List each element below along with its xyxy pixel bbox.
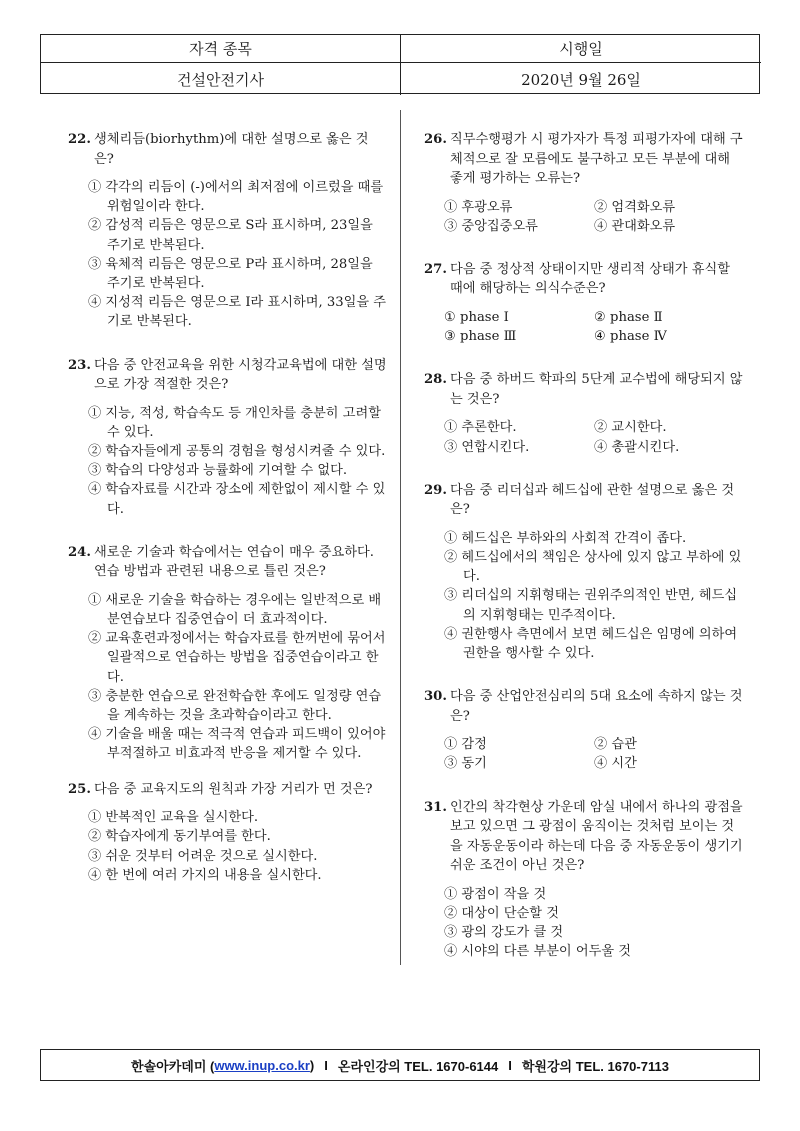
option-4[interactable]: ④ phase Ⅳ (594, 329, 667, 345)
question-number: 31. (424, 799, 447, 815)
question-stem (68, 780, 388, 800)
options (424, 308, 744, 346)
question-22 (68, 130, 388, 332)
question-stem (424, 370, 744, 409)
question-number: 28. (424, 372, 447, 388)
option-1[interactable]: ① 감정 (444, 737, 487, 753)
option-2[interactable]: ② 대상이 단순할 것 (444, 905, 559, 921)
option-3[interactable]: ③ 쉬운 것부터 어려운 것으로 실시한다. (88, 848, 318, 864)
left-column (68, 130, 388, 885)
option-2[interactable]: ② 헤드십에서의 책임은 상사에 있지 않고 부하에 있다. (444, 549, 742, 585)
options (424, 885, 744, 962)
option-1[interactable]: ① 각각의 리듬이 (-)에서의 최저점에 이르렀을 때를 위험일이라 한다. (88, 180, 384, 215)
option-1[interactable]: ① 후광오류 (444, 199, 513, 215)
header-qualification-value: 건설안전기사 (41, 63, 401, 95)
question-number: 23. (68, 357, 91, 373)
question-text: 다음 중 산업안전심리의 5대 요소에 속하지 않는 것은? (450, 689, 743, 724)
option-3[interactable]: ③ phase Ⅲ (444, 329, 517, 345)
footer-academy: 한솔아카데미 ( (131, 1058, 215, 1074)
option-4[interactable]: ④ 학습자료를 시간과 장소에 제한없이 제시할 수 있다. (88, 482, 386, 517)
question-stem (424, 130, 744, 189)
option-2[interactable]: ② 학습자에게 동기부여를 한다. (88, 829, 271, 845)
question-text: 다음 중 안전교육을 위한 시청각교육법에 대한 설명으로 가장 적절한 것은? (94, 357, 387, 393)
options (424, 735, 744, 773)
options (68, 404, 388, 519)
question-24 (68, 543, 388, 764)
question-number: 24. (68, 544, 91, 560)
question-stem (68, 356, 388, 395)
options (424, 418, 744, 456)
footer-separator: I (324, 1057, 328, 1073)
option-1[interactable]: ① 헤드십은 부하와의 사회적 간격이 좁다. (444, 530, 687, 546)
header-date-label: 시행일 (401, 35, 761, 63)
question-stem (424, 260, 744, 299)
option-2[interactable]: ② 습관 (594, 737, 637, 753)
options (68, 591, 388, 764)
option-1[interactable]: ① phase Ⅰ (444, 309, 509, 325)
question-30 (424, 687, 744, 773)
option-2[interactable]: ② 엄격화오류 (594, 199, 676, 215)
header-date-value: 2020년 9월 26일 (521, 70, 641, 89)
question-number: 27. (424, 261, 447, 277)
option-3[interactable]: ③ 동기 (444, 756, 487, 772)
question-28 (424, 370, 744, 456)
question-text: 생체리듬(biorhythm)에 대한 설명으로 옳은 것은? (94, 132, 369, 167)
option-3[interactable]: ③ 중앙집중오류 (444, 218, 538, 234)
question-number: 30. (424, 689, 447, 705)
question-text: 직무수행평가 시 평가자가 특정 피평가자에 대해 구체적으로 잘 모름에도 불구하고 모든 부분에 대해 좋게 평가하는 오류는? (450, 132, 743, 186)
question-text: 다음 중 정상적 상태이지만 생리적 상태가 휴식할 때에 해당하는 의식수준은? (450, 261, 730, 297)
option-1[interactable]: ① 새로운 기술을 학습하는 경우에는 일반적으로 배분연습보다 집중연습이 더 효과적이다. (88, 592, 382, 628)
column-divider (400, 110, 401, 965)
option-3[interactable]: ③ 광의 강도가 클 것 (444, 924, 564, 940)
option-4[interactable]: ④ 기술을 배울 때는 적극적 연습과 피드백이 있어야 부적절하고 비효과적 반응을 제거할 수 있다. (88, 727, 386, 762)
question-text: 새로운 기술과 학습에서는 연습이 매우 중요하다. 연습 방법과 관련된 내용으로 틀린 것은? (94, 544, 374, 580)
question-stem (424, 798, 744, 876)
question-29 (424, 481, 744, 663)
option-4[interactable]: ④ 지성적 리듬은 영문으로 I라 표시하며, 33일을 주기로 반복된다. (88, 295, 387, 330)
question-number: 29. (424, 482, 447, 498)
footer-offline-phone: 학원강의 TEL. 1670-7113 (521, 1058, 669, 1074)
option-1[interactable]: ① 광점이 작을 것 (444, 886, 547, 902)
question-stem (68, 543, 388, 582)
page-footer (40, 1049, 760, 1081)
option-2[interactable]: ② 감성적 리듬은 영문으로 S라 표시하며, 23일을 주기로 반복된다. (88, 218, 373, 253)
question-number: 25. (68, 781, 91, 797)
question-number: 22. (68, 132, 91, 147)
option-4[interactable]: ④ 총괄시킨다. (594, 439, 680, 455)
options (68, 178, 388, 332)
question-26 (424, 130, 744, 236)
question-25 (68, 780, 388, 885)
option-3[interactable]: ③ 학습의 다양성과 능률화에 기여할 수 없다. (88, 463, 348, 479)
options (424, 529, 744, 663)
option-3[interactable]: ③ 연합시킨다. (444, 439, 530, 455)
exam-header-table (40, 34, 760, 94)
footer-url-link[interactable]: www.inup.co.kr (214, 1057, 310, 1073)
option-3[interactable]: ③ 리더십의 지휘형태는 권위주의적인 반면, 헤드십의 지휘형태는 민주적이다. (444, 588, 738, 623)
option-4[interactable]: ④ 권한행사 측면에서 보면 헤드십은 임명에 의하여 권한을 행사할 수 있다. (444, 626, 738, 661)
option-4[interactable]: ④ 관대화오류 (594, 218, 676, 234)
option-4[interactable]: ④ 시야의 다른 부분이 어두울 것 (444, 944, 632, 960)
option-3[interactable]: ③ 충분한 연습으로 완전학습한 후에도 일정량 연습을 계속하는 것을 초과학습이라고 한다. (88, 688, 382, 724)
question-stem (68, 130, 388, 169)
option-1[interactable]: ① 지능, 적성, 학습속도 등 개인차를 충분히 고려할 수 있다. (88, 405, 381, 440)
option-4[interactable]: ④ 한 번에 여러 가지의 내용을 실시한다. (88, 867, 322, 883)
question-number: 26. (424, 132, 447, 147)
question-stem (424, 481, 744, 520)
question-27 (424, 260, 744, 346)
option-2[interactable]: ② phase Ⅱ (594, 309, 663, 325)
question-31 (424, 798, 744, 962)
question-stem (424, 687, 744, 726)
question-text: 다음 중 리더십과 헤드십에 관한 설명으로 옳은 것은? (450, 482, 735, 518)
option-2[interactable]: ② 교시한다. (594, 420, 667, 436)
option-1[interactable]: ① 추론한다. (444, 420, 517, 436)
option-2[interactable]: ② 학습자들에게 공통의 경험을 형성시켜줄 수 있다. (88, 444, 386, 460)
footer-academy-close: ) (309, 1057, 315, 1073)
question-text: 다음 중 하버드 학파의 5단계 교수법에 해당되지 않는 것은? (450, 372, 743, 407)
options (424, 198, 744, 236)
question-text: 인간의 착각현상 가운데 암실 내에서 하나의 광점을 보고 있으면 그 광점이 움직이는 것처럼 보이는 것을 자동운동이라 하는데 다음 중 자동운동이 생기기 쉬운 조건이 아닌 것은? (450, 799, 743, 874)
header-qualification-label: 자격 종목 (41, 35, 401, 63)
right-column (424, 130, 744, 961)
question-23 (68, 356, 388, 519)
option-2[interactable]: ② 교육훈련과정에서는 학습자료를 한꺼번에 묶어서 일괄적으로 연습하는 방법을 집중연습이라고 한다. (88, 631, 386, 685)
footer-online-phone: 온라인강의 TEL. 1670-6144 (337, 1058, 499, 1074)
option-4[interactable]: ④ 시간 (594, 756, 637, 772)
option-1[interactable]: ① 반복적인 교육을 실시한다. (88, 810, 259, 826)
footer-separator: I (508, 1057, 512, 1073)
option-3[interactable]: ③ 육체적 리듬은 영문으로 P라 표시하며, 28일을 주기로 반복된다. (88, 256, 373, 292)
options (68, 808, 388, 885)
question-text: 다음 중 교육지도의 원칙과 가장 거리가 먼 것은? (94, 781, 373, 797)
